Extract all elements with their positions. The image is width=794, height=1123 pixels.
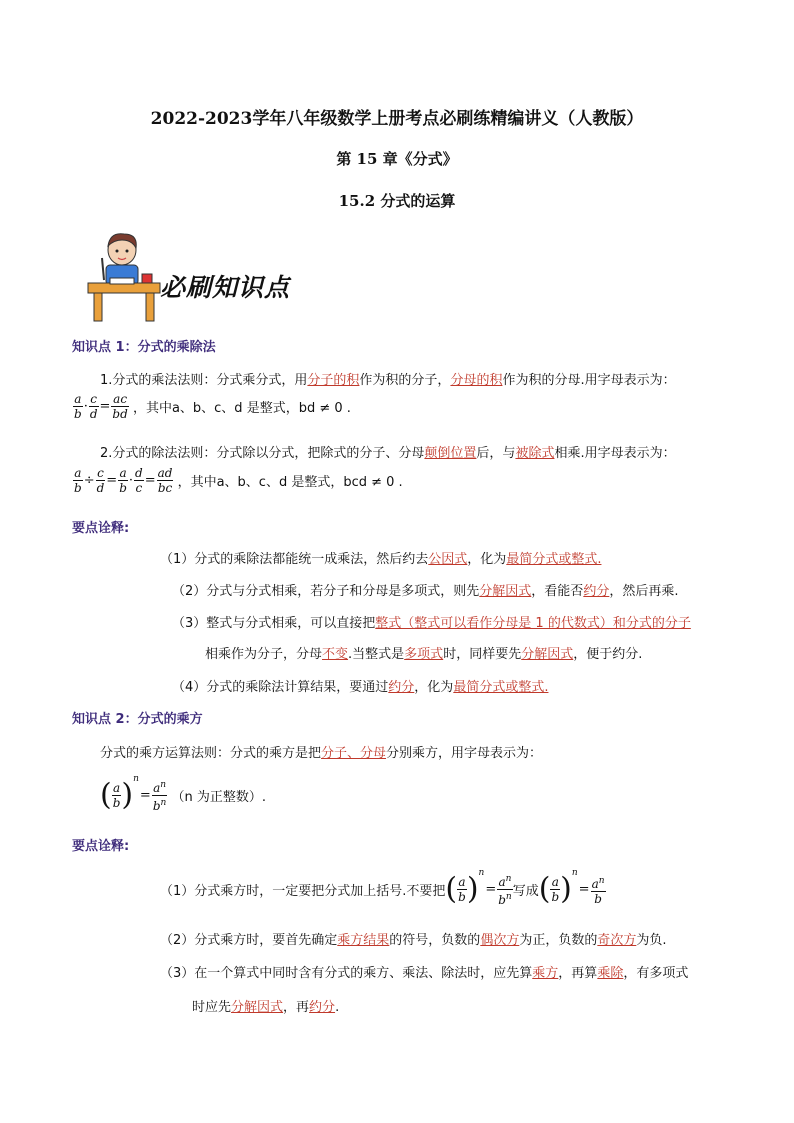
banner (80, 228, 310, 324)
kp1-heading: 知识点 1：分式的乘除法 (72, 340, 216, 355)
kp1-note-2: （2）分式与分式相乘，若分子和分母是多项式，则先分解因式，看能否约分，然后再乘. (172, 584, 679, 599)
kp1-formula-div: $\frac{a}{b}$ ÷ $\frac{c}{d}$ = $\frac{a}{b}$ · $\frac{d}{c}$ = $\frac{ad}{bc}$ ，其中a、b、c、d 是整式，bcd ≠ 0 . (74, 466, 403, 495)
kp1-div-key2: 被除式 (515, 446, 555, 461)
kp2-rule: 分式的乘方运算法则：分式的乘方是把分子、分母分别乘方，用字母表示为： (100, 746, 543, 761)
kp1-note-4: （4）分式的乘除法计算结果，要通过约分，化为最简分式或整式. (172, 680, 549, 695)
banner-title: 必刷知识点 (160, 273, 291, 302)
kp2-note-2: （2）分式乘方时，要首先确定乘方结果的符号，负数的偶次方为正，负数的奇次方为负. (160, 933, 667, 948)
kp1-note-3-line1: （3）整式与分式相乘，可以直接把整式（整式可以看作分母是 1 的代数式）和分式的分子 (172, 616, 691, 631)
kp1-rule-div: 2.分式的除法法则：分式除以分式，把除式的分子、分母颠倒位置后，与被除式相乘.用字母表示为： (100, 446, 676, 461)
kp1-mult-key2: 分母的积 (450, 373, 503, 388)
student-illustration (80, 228, 170, 324)
kp1-formula-mult: $\frac{a}{b}$ · $\frac{c}{d}$ = $\frac{ac}{bd}$ ，其中a、b、c、d 是整式，bd ≠ 0 . (74, 392, 351, 421)
kp2-note-1: （1）分式乘方时，一定要把分式加上括号.不要把( $\frac{a}{b}$ )$^n$= $\frac{a^n}{b^n}$ 写成( $\frac{a}{b}$ )$^n$= $\frac{a^n}{b}$ (160, 868, 605, 907)
kp1-note-3-line2: 相乘作为分子，分母不变.当整式是多项式时，同样要先分解因式，便于约分. (205, 647, 643, 662)
kp2-note-3-line2: 时应先分解因式，再约分. (192, 1000, 340, 1015)
kp1-mult-key1: 分子的积 (307, 373, 360, 388)
kp2-heading: 知识点 2：分式的乘方 (72, 712, 203, 727)
main-title: 2022-2023学年八年级数学上册考点必刷练精编讲义（人教版） (150, 109, 644, 129)
kp2-formula: ( $\frac{a}{b}$ )$^n$= $\frac{a^n}{b^n}$ （n 为正整数）. (100, 774, 266, 813)
kp2-notes-heading: 要点诠释: (72, 839, 130, 854)
kp1-div-key1: 颠倒位置 (424, 446, 477, 461)
kp1-rule-mult: 1.分式的乘法法则：分式乘分式，用分子的积作为积的分子，分母的积作为积的分母.用字母表示为： (100, 373, 676, 388)
section-title: 15.2 分式的运算 (338, 192, 456, 210)
kp1-notes-heading: 要点诠释: (72, 521, 130, 536)
kp1-note-1: （1）分式的乘除法都能统一成乘法，然后约去公因式，化为最简分式或整式. (160, 552, 602, 567)
chapter-title: 第 15 章《分式》 (336, 150, 458, 168)
kp2-note-3-line1: （3）在一个算式中同时含有分式的乘方、乘法、除法时，应先算乘方，再算乘除，有多项式 (160, 966, 689, 981)
